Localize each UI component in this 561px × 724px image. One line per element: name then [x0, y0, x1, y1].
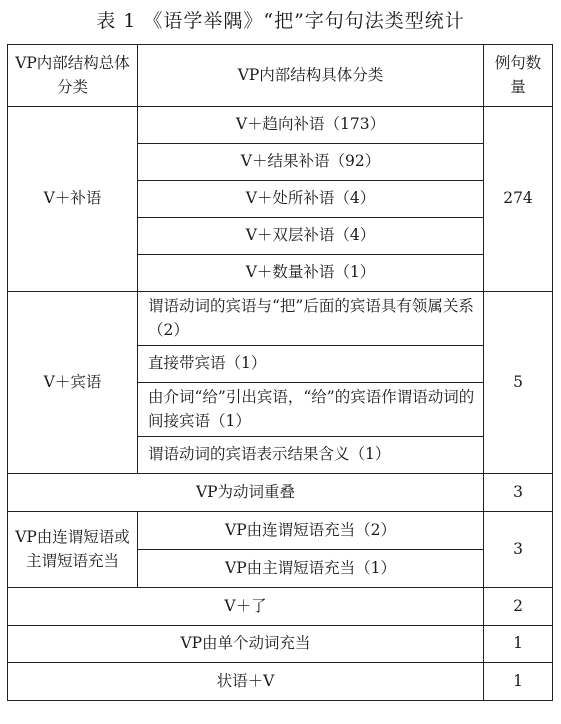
- category-cell: 状语＋V: [8, 663, 484, 701]
- subcategory-cell: 谓语动词的宾语与“把”后面的宾语具有领属关系（2）: [138, 292, 484, 346]
- subcategory-cell: V＋处所补语（4）: [138, 181, 484, 218]
- header-row: [8, 45, 553, 107]
- statistics-table: [7, 44, 553, 701]
- count-cell: 1: [484, 626, 553, 663]
- table-row: [8, 292, 553, 346]
- category-cell: V＋了: [8, 588, 484, 626]
- subcategory-cell: 谓语动词的宾语表示结果含义（1）: [138, 437, 484, 474]
- table-row: [8, 474, 553, 512]
- count-cell: 3: [484, 512, 553, 588]
- subcategory-cell: 直接带宾语（1）: [138, 346, 484, 383]
- header-specific-category: VP内部结构具体分类: [138, 45, 484, 107]
- subcategory-cell: V＋结果补语（92）: [138, 144, 484, 181]
- header-overall-category: VP内部结构总体分类: [8, 45, 138, 107]
- count-cell: 5: [484, 292, 553, 474]
- subcategory-cell: VP由主谓短语充当（1）: [138, 550, 484, 588]
- subcategory-cell: V＋趋向补语（173）: [138, 107, 484, 144]
- table-row: [8, 626, 553, 663]
- category-cell: V＋补语: [8, 107, 138, 292]
- category-cell: VP由连谓短语或主谓短语充当: [8, 512, 138, 588]
- count-cell: 3: [484, 474, 553, 512]
- subcategory-cell: VP由连谓短语充当（2）: [138, 512, 484, 550]
- table-row: [8, 512, 553, 550]
- subcategory-cell: 由介词“给”引出宾语，“给”的宾语作谓语动词的间接宾语（1）: [138, 383, 484, 437]
- header-example-count: 例句数量: [484, 45, 553, 107]
- table-caption: 表 1 《语学举隅》“把”字句句法类型统计: [96, 10, 465, 32]
- table-row: [8, 107, 553, 144]
- category-cell: VP由单个动词充当: [8, 626, 484, 663]
- category-cell: VP为动词重叠: [8, 474, 484, 512]
- subcategory-cell: V＋双层补语（4）: [138, 218, 484, 255]
- subcategory-cell: V＋数量补语（1）: [138, 255, 484, 292]
- count-cell: 274: [484, 107, 553, 292]
- count-cell: 2: [484, 588, 553, 626]
- table-row: [8, 588, 553, 626]
- category-cell: V＋宾语: [8, 292, 138, 474]
- table-row: [8, 663, 553, 701]
- count-cell: 1: [484, 663, 553, 701]
